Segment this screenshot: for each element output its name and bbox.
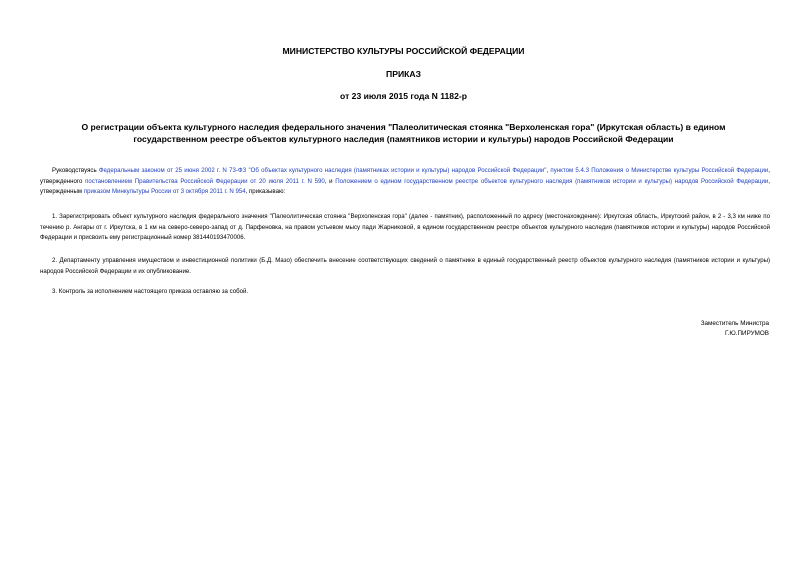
preamble-text: , утвержденного [40, 167, 770, 185]
ministry-regulation-link[interactable]: пунктом 5.4.3 Положения о Министерстве культуры Российской Федерации [550, 167, 769, 174]
preamble-text: , приказываю: [245, 188, 286, 195]
preamble-text: , [546, 167, 551, 174]
document-type: ПРИКАЗ [386, 69, 421, 79]
signatory-position: Заместитель Министра [700, 320, 769, 327]
preamble-text: Руководствуясь [52, 167, 99, 174]
order-item-1: 1. Зарегистрировать объект культурного наследия федерального значения "Палеолитическая стоянка "Верхоленская гора" (далее - памятник), расположенный по адресу (местонахождение): Иркутская область, Иркутский район, в 2 - 3,3 км ниже по течению р. Ангары от г. Иркутска, в 1 км на северо-северо-запад от д. Парфеновка, на правом устьевом мысу пади Жарниковой, в едином государственном реестре объектов культурного наследия (памятников истории и культуры) народов Российской Федерации и присвоить ему регистрационный номер 381440193470006. [40, 213, 770, 241]
ministry-order-link[interactable]: приказом Минкультуры России от 3 октября 2011 г. N 954 [83, 188, 246, 195]
document-title: О регистрации объекта культурного наследия федерального значения "Палеолитическая стоянка "Верхоленская гора" (Иркутская область) в едином государственном реестре объектов культурного наследия (памятников истории и культуры) народов Российской Федерации [81, 122, 726, 144]
order-item-3: 3. Контроль за исполнением настоящего приказа оставляю за собой. [52, 288, 249, 295]
federal-law-link[interactable]: Федеральным законом от 25 июня 2002 г. N 73-ФЗ "Об объектах культурного наследия (памятниках истории и культуры) народов Российской Федерации" [98, 167, 547, 174]
preamble-paragraph [40, 166, 770, 198]
preamble-text: , утвержденным [40, 177, 770, 195]
preamble-text: , и [324, 177, 336, 185]
order-item-2: 2. Департаменту управления имуществом и инвестиционной политики (Б.Д. Мазо) обеспечить внесение соответствующих сведений о памятнике в единый государственный реестр объектов культурного наследия (памятников истории и культуры) народов Российской Федерации и их опубликование. [40, 257, 770, 275]
ministry-name: МИНИСТЕРСТВО КУЛЬТУРЫ РОССИЙСКОЙ ФЕДЕРАЦИИ [282, 46, 525, 56]
signatory-name: Г.Ю.ПИРУМОВ [725, 330, 769, 337]
government-decree-link[interactable]: постановлением Правительства Российской Федерации от 20 июля 2011 г. N 590 [85, 177, 325, 185]
order-date-number: от 23 июля 2015 года N 1182-р [340, 91, 467, 101]
registry-regulation-link[interactable]: Положением о едином государственном реестре объектов культурного наследия (памятников истории и культуры) народов Российской Федерации [335, 177, 769, 185]
